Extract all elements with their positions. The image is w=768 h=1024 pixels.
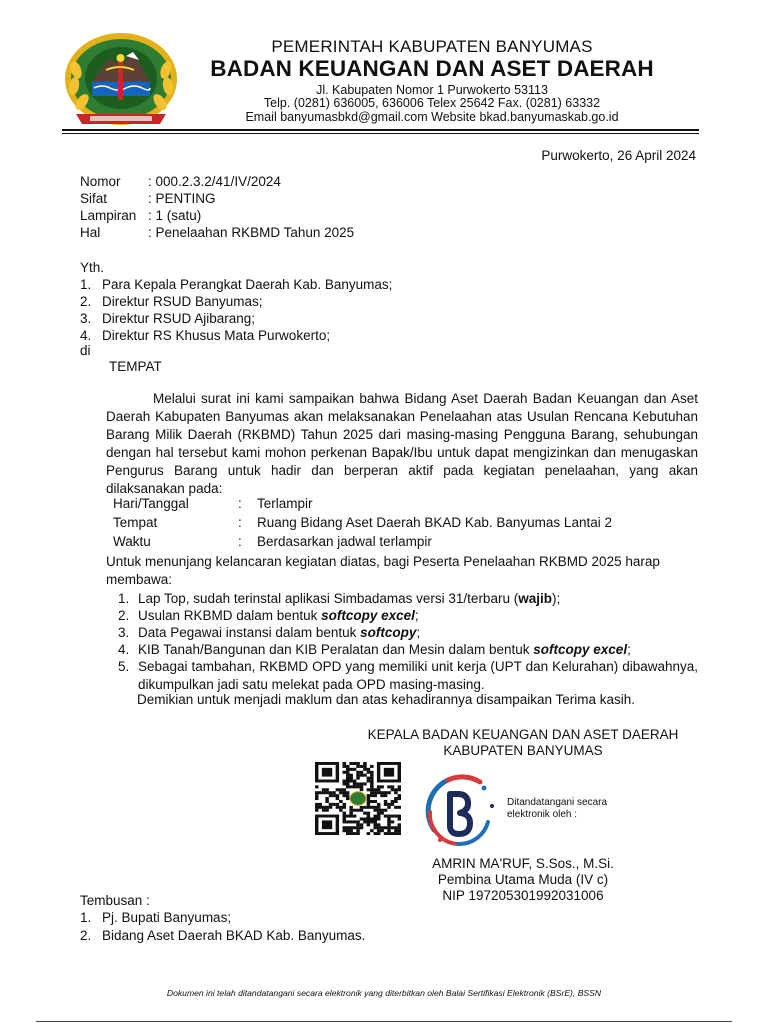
requirement-text: Data Pegawai instansi dalam bentuk xyxy=(138,625,361,640)
requirement-number: 3. xyxy=(118,625,130,640)
qr-code-icon xyxy=(315,762,401,835)
recipient-item xyxy=(80,294,263,309)
letterhead-divider xyxy=(62,129,699,131)
requirement-number: 5. xyxy=(118,659,130,674)
meta-label-lampiran: Lampiran xyxy=(80,208,137,223)
esign-note-line: Ditandatangani secara xyxy=(507,797,608,808)
meta-value-lampiran: : 1 (satu) xyxy=(148,208,202,223)
detail-colon: : xyxy=(238,515,242,530)
detail-value-time: Berdasarkan jadwal terlampir xyxy=(257,534,432,549)
requirement-text: KIB Tanah/Bangunan dan KIB Peralatan dan Mesin dalam bentuk xyxy=(138,642,534,657)
requirement-item xyxy=(118,590,698,608)
meta-label-sifat: Sifat xyxy=(80,191,108,206)
closing-sentence: Demikian untuk menjadi maklum dan atas kehadirannya disampaikan Terima kasih. xyxy=(137,692,636,707)
detail-value-place: Ruang Bidang Aset Daerah BKAD Kab. Banyumas Lantai 2 xyxy=(257,515,612,530)
recipient-number: 2. xyxy=(80,294,92,309)
detail-colon: : xyxy=(238,496,242,511)
requirement-suffix: ); xyxy=(551,591,561,606)
copy-number: 2. xyxy=(80,928,92,943)
signatory-rank: Pembina Utama Muda (IV c) xyxy=(437,872,609,887)
detail-colon: : xyxy=(238,534,242,549)
letterhead-address: Jl. Kabupaten Nomor 1 Purwokerto 53113 xyxy=(316,83,548,97)
letterhead-government: PEMERINTAH KABUPATEN BANYUMAS xyxy=(271,37,593,56)
recipient-text: Direktur RS Khusus Mata Purwokerto; xyxy=(102,328,331,343)
place-date: Purwokerto, 26 April 2024 xyxy=(541,148,696,163)
requirement-text: Usulan RKBMD dalam bentuk xyxy=(138,608,322,623)
recipient-item xyxy=(80,311,255,326)
signatory-nip: NIP 197205301992031006 xyxy=(442,888,604,903)
copy-text: Bidang Aset Daerah BKAD Kab. Banyumas. xyxy=(102,928,366,943)
letterhead-email-website: Email banyumasbkd@gmail.com Website bkad.banyumaskab.go.id xyxy=(245,110,619,124)
requirement-item xyxy=(118,624,698,642)
requirement-number: 2. xyxy=(118,608,130,623)
recipient-item xyxy=(80,277,392,292)
letterhead-phone: Telp. (0281) 636005, 636006 Telex 25642 Fax. (0281) 63332 xyxy=(263,96,601,110)
recipient-text: Para Kepala Perangkat Daerah Kab. Banyumas; xyxy=(102,277,393,292)
banyumas-emblem-icon xyxy=(62,30,180,128)
requirement-suffix: ; xyxy=(416,625,421,640)
bsre-esign-logo-icon xyxy=(418,768,500,850)
esign-note-line: elektronik oleh : xyxy=(507,809,578,820)
footer-esign-disclaimer: Dokumen ini telah ditandatangani secara elektronik yang diterbitkan oleh Balai Sertifikasi Elektronik (BSrE), BSSN xyxy=(166,988,602,998)
recipient-di: di xyxy=(80,343,91,358)
salutation: Yth. xyxy=(80,260,105,275)
requirement-number: 4. xyxy=(118,642,130,657)
detail-label-time: Waktu xyxy=(113,534,151,549)
esign-note xyxy=(507,797,607,821)
body-paragraph: Melalui surat ini kami sampaikan bahwa Bidang Aset Daerah Badan Keuangan dan Aset Daerah Kabupaten Banyumas akan melaksanakan Penelaahan atas Usulan Rencana Kebutuhan Barang Milik Daerah (RKBMD) Tahun 2025 dari masing-masing Pengguna Barang, sehubungan dengan hal tersebut kami mohon perkenan Bapak/Ibu untuk dapat mengizinkan dan menugaskan Pengurus Barang untuk hadir dan berperan aktif pada kegiatan penelaahan, yang akan dilaksanakan pada: xyxy=(106,391,698,497)
copy-item xyxy=(80,928,365,943)
copies-heading: Tembusan : xyxy=(80,893,150,908)
copy-item xyxy=(80,910,231,925)
requirement-emphasis: wajib xyxy=(518,591,552,606)
requirement-number: 1. xyxy=(118,591,130,606)
meta-label-hal: Hal xyxy=(80,225,101,240)
requirement-text: Sebagai tambahan, RKBMD OPD yang memiliki unit kerja (UPT dan Kelurahan) dibawahnya, dikumpulkan jadi satu melekat pada OPD masing-masing. xyxy=(138,659,698,692)
requirement-item xyxy=(118,607,698,625)
requirement-item xyxy=(118,641,698,659)
detail-value-date: Terlampir xyxy=(257,496,313,511)
recipient-number: 3. xyxy=(80,311,92,326)
requirement-item xyxy=(118,658,698,693)
requirement-suffix: ; xyxy=(627,642,631,657)
requirement-suffix: ; xyxy=(414,608,419,623)
copy-text: Pj. Bupati Banyumas; xyxy=(102,910,232,925)
signatory-title: KEPALA BADAN KEUANGAN DAN ASET DAERAH xyxy=(367,727,679,742)
requirement-text: Lap Top, sudah terinstal aplikasi Simbadamas versi 31/terbaru ( xyxy=(138,591,519,606)
requirement-emphasis: softcopy xyxy=(360,625,417,640)
copy-number: 1. xyxy=(80,910,92,925)
recipient-place: TEMPAT xyxy=(109,359,162,374)
detail-label-place: Tempat xyxy=(113,515,158,530)
meta-value-sifat: : PENTING xyxy=(148,191,216,206)
recipient-text: Direktur RSUD Banyumas; xyxy=(102,294,263,309)
requirement-emphasis: softcopy excel xyxy=(321,608,415,623)
recipient-number: 1. xyxy=(80,277,92,292)
signatory-regency: KABUPATEN BANYUMAS xyxy=(443,743,603,758)
meta-value-hal: : Penelaahan RKBMD Tahun 2025 xyxy=(148,225,355,240)
letterhead-divider-thin xyxy=(62,133,699,134)
recipient-number: 4. xyxy=(80,328,92,343)
support-paragraph: Untuk menunjang kelancaran kegiatan diatas, bagi Peserta Penelaahan RKBMD 2025 harap membawa: xyxy=(106,554,660,587)
detail-label-date: Hari/Tanggal xyxy=(113,496,189,511)
meta-label-nomor: Nomor xyxy=(80,174,121,189)
meta-value-nomor: : 000.2.3.2/41/IV/2024 xyxy=(148,174,281,189)
footer-divider xyxy=(36,1021,732,1022)
recipient-item xyxy=(80,328,330,343)
signatory-name: AMRIN MA'RUF, S.Sos., M.Si. xyxy=(432,856,614,871)
letterhead-agency: BADAN KEUANGAN DAN ASET DAERAH xyxy=(210,56,654,81)
requirement-emphasis: softcopy excel xyxy=(533,642,628,657)
recipient-text: Direktur RSUD Ajibarang; xyxy=(102,311,256,326)
